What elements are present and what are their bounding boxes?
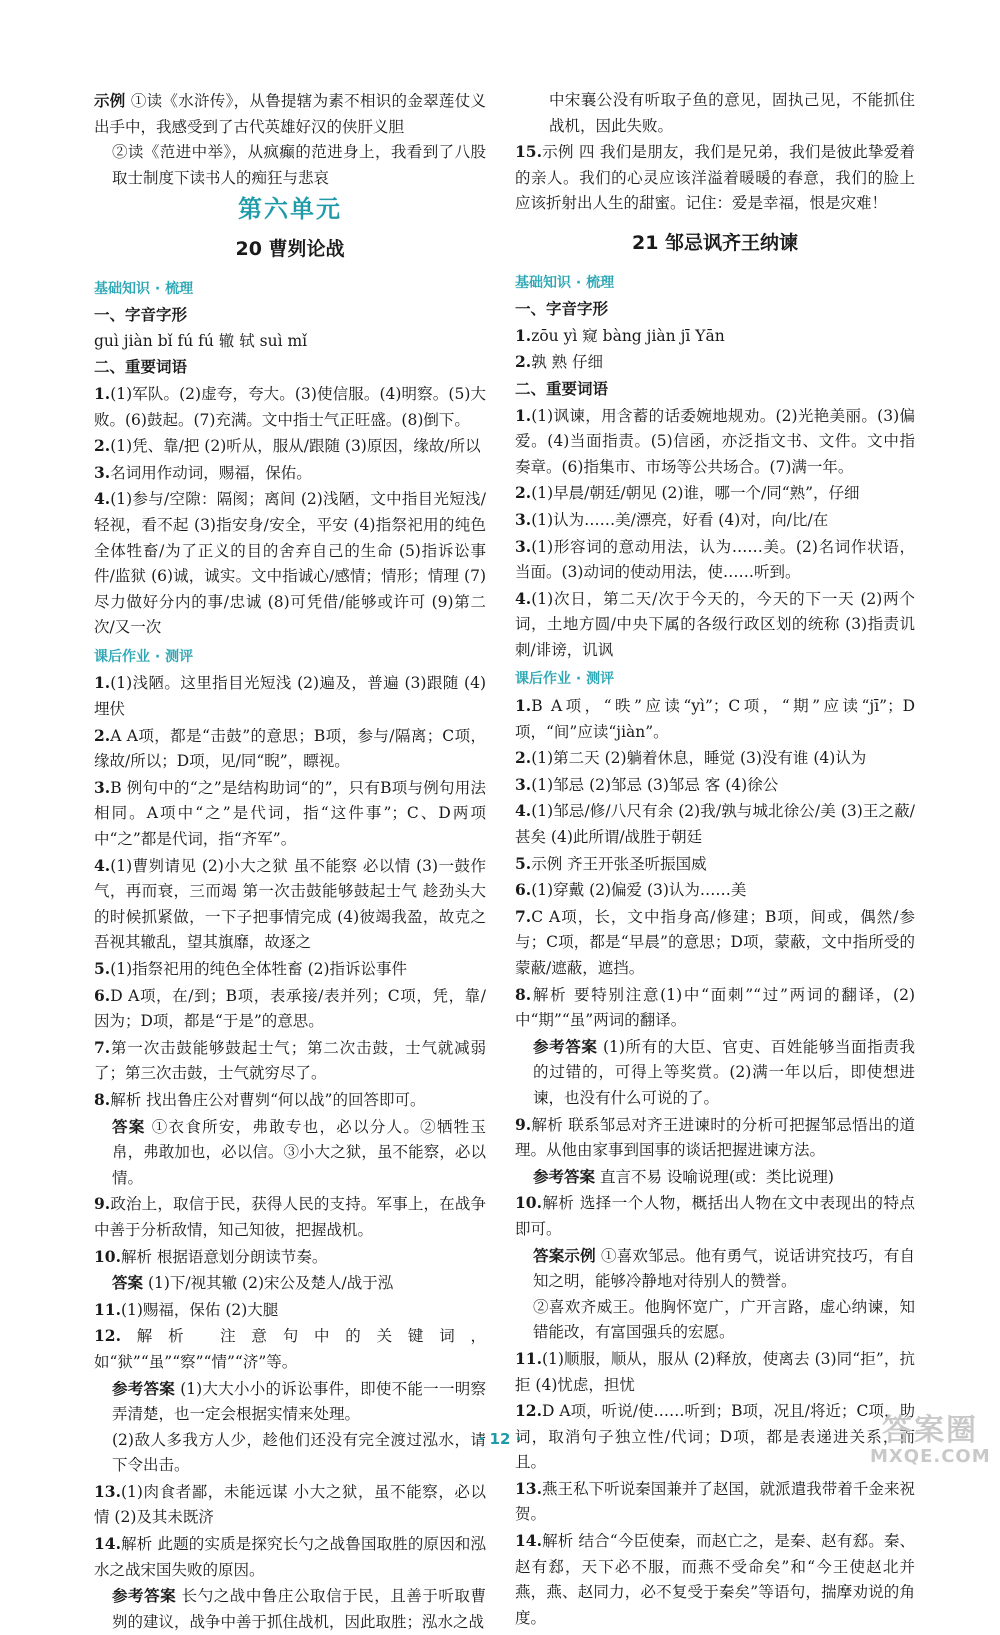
item-text: 解析 联系邹忌对齐王进谏时的分析可把握邹忌悟出的道理。从他由家事到国事的谈话把握进谏方法。 [515, 1115, 915, 1160]
text-line [515, 877, 915, 904]
item-text: 解析 结合“今臣使秦，而赵亡之，是秦、赵有郄。秦、赵有郄，天下必不服，而燕不受命矣”和“今王使赵北并燕，燕、赵同力，必不复受于秦矣”等语句，揣摩劝说的角度。 [515, 1532, 915, 1627]
item-label: 一、字音字形 [94, 305, 188, 325]
item-text: 示例 四 我们是朋友，我们是兄弟，我们是彼此挚爱着的亲人。我们的心灵应该洋溢着暖暖的春意，我们的脸上应该折射出人生的甜蜜。记住：爱是幸福，恨是灾难！ [515, 143, 915, 213]
item-label: 13. [515, 1478, 542, 1498]
item-label: 11. [515, 1348, 542, 1368]
right-basics-lines [515, 296, 915, 663]
right-homework-lines [515, 693, 915, 1631]
item-label: 2. [94, 436, 111, 456]
item-label: 9. [94, 1194, 111, 1214]
text-line [515, 1034, 915, 1112]
text-line [515, 586, 915, 664]
item-label: 2. [94, 725, 111, 745]
item-text: 长勺之战中鲁庄公取信于民，且善于听取曹刿的建议，战争中善于抓住战机，因此取胜；泓水之战 [112, 1587, 486, 1631]
item-text: D A项，听说/使……听到；B项，况且/将近；C项，助词，取消句子独立性/代词；D项，都是表递进关系，而且。 [515, 1402, 915, 1472]
item-text: (1)军队。(2)虚夸，夸大。(3)使信服。(4)明察。(5)大败。(6)鼓起。(7)充满。文中指士气正旺盛。(8)倒下。 [94, 384, 486, 429]
item-label: 4. [515, 801, 532, 821]
lesson-title-20: 20 曹刿论战 [235, 237, 345, 260]
text-line [515, 88, 915, 139]
item-label: 2. [515, 483, 532, 503]
item-label: 9. [515, 1114, 532, 1134]
item-text: ②读《范进中举》，从疯癫的范进身上，我看到了八股取士制度下读书人的痴狂与悲哀 [112, 143, 486, 187]
item-text: B 例句中的“之”是结构助词“的”，只有B项与例句用法相同。A项中“之”是代词，指“这件事”；C、D两项中“之”都是代词，指“齐军”。 [94, 778, 486, 849]
item-text: (1)所有的大臣、官吏、百姓能够当面指责我的过错的，可得上等奖赏。(2)满一年以后，即使想进谏，也没有什么可说的了。 [533, 1037, 915, 1107]
text-line [515, 1528, 915, 1631]
text-line [94, 88, 486, 140]
text-line [515, 982, 915, 1034]
item-label: 2. [515, 748, 532, 768]
item-label: 2. [515, 352, 532, 372]
text-line [515, 851, 915, 878]
item-label: 二、重要词语 [94, 357, 188, 377]
text-line [94, 1270, 486, 1297]
item-text: ②喜欢齐威王。他胸怀宽广，广开言路，虚心纳谏，知错能改，有富国强兵的宏愿。 [533, 1297, 915, 1342]
item-text: (1)穿戴 (2)偏爱 (3)认为……美 [531, 881, 747, 900]
item-label: 3. [515, 509, 532, 529]
item-label: 4. [515, 588, 532, 608]
text-line [94, 433, 486, 460]
text-line [515, 323, 915, 350]
item-text: 政治上，取信于民，获得人民的支持。军事上，在战争中善于分析敌情，知己知彼，把握战机。 [94, 1195, 486, 1239]
text-line [515, 1346, 915, 1398]
left-column [94, 88, 486, 1635]
text-line [515, 1476, 915, 1528]
item-label: 6. [515, 880, 532, 900]
item-text: C A项，长，文中指身高/修建；B项，间或，偶然/参与；C项，都是“早晨”的意思；D项，蒙蔽，文中指所受的蒙蔽/遮蔽，遮挡。 [515, 907, 915, 977]
item-label: 1. [94, 673, 111, 693]
text-line [94, 1376, 486, 1428]
item-text: (1)下/视其辙 (2)宋公及楚人/战于泓 [143, 1274, 394, 1293]
text-line [515, 403, 915, 481]
item-text: ①喜欢邹忌。他有勇气，说话讲究技巧，有自知之明，能够冷静地对待别人的赞誉。 [533, 1246, 915, 1291]
item-label: 12. [94, 1326, 121, 1346]
item-text: (1)顺服，顺从，服从 (2)释放，使离去 (3)同“拒”，抗拒 (4)忧虑，担忧 [515, 1349, 915, 1394]
item-label: 参考答案 [533, 1166, 596, 1186]
unit-title: 第六单元 [238, 195, 342, 224]
right-intro-lines [515, 88, 915, 217]
item-text: 解析 此题的实质是探究长勺之战鲁国取胜的原因和泓水之战宋国失败的原因。 [94, 1535, 486, 1579]
text-line [515, 139, 915, 217]
text-line [515, 1112, 915, 1164]
item-text: 示例 齐王开张圣听振国威 [531, 854, 707, 873]
item-label: 二、重要词语 [515, 378, 609, 398]
text-line [94, 670, 486, 722]
item-text: 中宋襄公没有听取子鱼的意见，固执己见，不能抓住战机，因此失败。 [549, 91, 915, 135]
item-label: 8. [515, 984, 532, 1004]
text-line [515, 772, 915, 799]
text-line [94, 853, 486, 956]
item-label: 11. [94, 1299, 121, 1319]
item-label: 7. [94, 1037, 111, 1057]
item-label: 一、字音字形 [515, 299, 609, 319]
item-label: 15. [515, 142, 542, 162]
item-label: 答案示例 [533, 1245, 596, 1265]
text-line [94, 1479, 486, 1531]
text-line [515, 507, 915, 534]
text-line [515, 1190, 915, 1242]
text-line [94, 1191, 486, 1243]
item-text: A A项，都是“击鼓”的意思；B项，参与/隔离；C项，缘故/所以；D项，见/同“睨”，瞟视。 [94, 726, 486, 771]
text-line [94, 381, 486, 433]
text-line [515, 349, 915, 376]
text-line [94, 956, 486, 983]
item-text: 名词用作动词，赐福，保佑。 [110, 463, 312, 482]
text-line [515, 296, 915, 323]
text-line [515, 1243, 915, 1295]
right-column [515, 88, 915, 1631]
item-label: 参考答案 [112, 1586, 177, 1606]
text-line [94, 1297, 486, 1324]
item-label: 1. [515, 696, 532, 716]
item-text: zōu yì 窥 bàng jiàn jī Yān [531, 326, 725, 345]
item-label: 5. [94, 959, 111, 978]
lesson-title-21: 21 邹忌讽齐王纳谏 [631, 231, 799, 254]
item-label: 5. [515, 853, 532, 873]
item-text: 燕王私下听说秦国兼并了赵国，就派遣我带着千金来祝贺。 [515, 1479, 915, 1524]
text-line [94, 1087, 486, 1114]
item-text: (1)第二天 (2)躺着休息，睡觉 (3)没有谁 (4)认为 [531, 749, 867, 768]
text-line [94, 723, 486, 775]
text-line [515, 693, 915, 745]
item-text: 解析 选择一个人物，概括出人物在文中表现出的特点即可。 [515, 1194, 915, 1238]
item-label: 13. [94, 1481, 121, 1501]
item-text: (1)邹忌 (2)邹忌 (3)邹忌 客 (4)徐公 [531, 775, 779, 794]
item-label: 4. [94, 855, 111, 875]
text-line [94, 486, 486, 641]
item-label: 示例 [94, 91, 126, 110]
item-label: 6. [94, 985, 111, 1005]
item-text: B A项，“昳”应读“yì”；C项，“期”应读“jī”；D项，“间”应读“jiàn”。 [515, 697, 915, 741]
left-homework-lines [94, 670, 486, 1635]
item-text: (1)凭、靠/把 (2)听从，服从/跟随 (3)原因，缘故/所以 [110, 437, 481, 456]
item-text: (1)邹忌/修/八尺有余 (2)我/孰与城北徐公/美 (3)王之蔽/甚矣 (4)此所谓/战胜于朝廷 [515, 802, 915, 847]
section-header-basics: 基础知识 · 梳理 [94, 280, 194, 297]
text-line [515, 1164, 915, 1191]
item-text: 解析 找出鲁庄公对曹刿“何以战”的回答即可。 [110, 1090, 426, 1109]
text-line [94, 1583, 486, 1635]
item-text: guì jiàn bǐ fú fú 辙 轼 suì mǐ [94, 331, 308, 350]
watermark-logo: 答案圈 MXQE.COM [870, 1413, 991, 1467]
item-text: ①读《水浒传》，从鲁提辖为素不相识的金翠莲仗义出手中，我感受到了古代英雄好汉的侠肝义胆 [94, 92, 486, 136]
text-line [515, 798, 915, 850]
text-line [94, 140, 486, 191]
item-text: ①衣食所安，弗敢专也，必以分人。②牺牲玉帛，弗敢加也，必以信。③小大之狱，虽不能察，必以情。 [112, 1117, 486, 1187]
text-line [515, 376, 915, 403]
text-line [94, 775, 486, 853]
item-text: 孰 熟 仔细 [531, 353, 604, 372]
item-text: (2)敌人多我方人少，趁他们还没有完全渡过泓水，请下令出击。 [112, 1430, 486, 1475]
item-label: 14. [94, 1534, 121, 1554]
item-text: 直言不易 设喻说理(或：类比说理) [595, 1167, 834, 1186]
text-line [94, 460, 486, 487]
item-text: (1)讽谏，用含蓄的话委婉地规劝。(2)光艳美丽。(3)偏爱。(4)当面指责。(5)信函，亦泛指文书、文件。文中指奏章。(6)指集市、市场等公共场合。(7)满一年。 [515, 406, 915, 476]
item-text: (1)参与/空隙：隔阂；离间 (2)浅陋，文中指目光短浅/轻视，看不起 (3)指安身/安全，平安 (4)指祭祀用的纯色全体牲畜/为了正义的目的舍弃自己的生命 (5)指诉讼事件/监狱 (6)诚，诚实。文中指诚心/感情；情形；情理 (7)尽力做好分内的事/忠诚 (8)可凭借/能够或许可 (9)第二次/又一次 [94, 490, 486, 637]
text-line [515, 745, 915, 772]
item-text: (1)次日，第二天/次于今天的，今天的下一天 (2)两个词，土地方圆/中央下属的各级行政区划的统称 (3)指责讥刺/诽谤，讥讽 [515, 589, 915, 659]
section-header-homework: 课后作业 · 测评 [94, 648, 194, 665]
item-label: 7. [515, 906, 532, 926]
text-line [515, 480, 915, 507]
page-number: · 12 · [478, 1430, 522, 1448]
text-line [94, 983, 486, 1035]
text-line [515, 1295, 915, 1346]
item-label: 10. [515, 1193, 542, 1213]
text-line [94, 329, 486, 355]
text-line [94, 1323, 486, 1375]
item-text: (1)早晨/朝廷/朝见 (2)谁，哪一个/同“熟”，仔细 [531, 484, 860, 503]
item-text: 解析 注意句中的关键词，如“狱”“虽”“察”“情”“济”等。 [94, 1327, 486, 1371]
item-label: 参考答案 [533, 1036, 598, 1056]
item-text: (1)赐福，保佑 (2)大腿 [120, 1300, 279, 1319]
item-label: 12. [515, 1401, 542, 1421]
item-text: (1)形容词的意动用法，认为……美。(2)名词作状语，当面。(3)动词的使动用法，使……听到。 [515, 537, 915, 582]
item-label: 14. [515, 1531, 542, 1551]
text-line [94, 354, 486, 381]
item-label: 1. [94, 383, 111, 403]
item-label: 8. [94, 1089, 111, 1109]
item-text: 第一次击鼓能够鼓起士气；第二次击鼓，士气就减弱了；第三次击鼓，士气就穷尽了。 [94, 1038, 486, 1083]
text-line [515, 904, 915, 982]
item-label: 3. [515, 774, 532, 794]
item-label: 10. [94, 1246, 121, 1266]
item-label: 3. [94, 777, 111, 797]
section-header-homework: 课后作业 · 测评 [515, 671, 615, 688]
item-text: (1)浅陋。这里指目光短浅 (2)遍及，普遍 (3)跟随 (4)埋伏 [94, 674, 486, 719]
item-text: (1)认为……美/漂亮，好看 (4)对，向/比/在 [531, 510, 829, 529]
text-line [94, 1035, 486, 1087]
item-label: 参考答案 [112, 1378, 176, 1398]
item-text: (1)肉食者鄙，未能远谋 小大之狱，虽不能察，必以情 (2)及其未既济 [94, 1482, 486, 1527]
text-line [94, 1244, 486, 1271]
item-label: 3. [94, 462, 111, 482]
text-line [94, 1114, 486, 1192]
text-line [94, 1531, 486, 1583]
item-text: D A项，在/到；B项，表承接/表并列；C项，凭，靠/因为；D项，都是“于是”的意思。 [94, 986, 486, 1031]
left-intro-lines [94, 88, 486, 191]
item-label: 答案 [112, 1273, 144, 1293]
item-label: 答案 [112, 1116, 146, 1136]
item-label: 1. [515, 325, 532, 345]
item-label: 3. [515, 536, 532, 556]
item-text: 解析 要特别注意(1)中“面刺”“过”两词的翻译，(2)中“期”“虽”两词的翻译。 [515, 985, 915, 1030]
text-line [94, 302, 486, 329]
section-header-basics: 基础知识 · 梳理 [515, 274, 615, 291]
item-text: (1)大大小小的诉讼事件，即使不能一一明察弄清楚，也一定会根据实情来处理。 [112, 1379, 486, 1424]
item-label: 1. [515, 405, 532, 425]
item-label: 4. [94, 489, 111, 509]
text-line [515, 534, 915, 586]
item-text: (1)曹刿请见 (2)小大之狱 虽不能察 必以情 (3)一鼓作气，再而衰，三而竭 第一次击鼓能够鼓起士气 趁劲头大的时候抓紧做，一下子把事情完成 (4)彼竭我盈，故克之 吾视其辙乱，望其旗靡，故逐之 [94, 856, 486, 952]
item-text: (1)指祭祀用的纯色全体牲畜 (2)指诉讼事件 [110, 960, 408, 978]
item-text: 解析 根据语意划分朗读节奏。 [120, 1247, 328, 1266]
left-basics-lines [94, 302, 486, 641]
